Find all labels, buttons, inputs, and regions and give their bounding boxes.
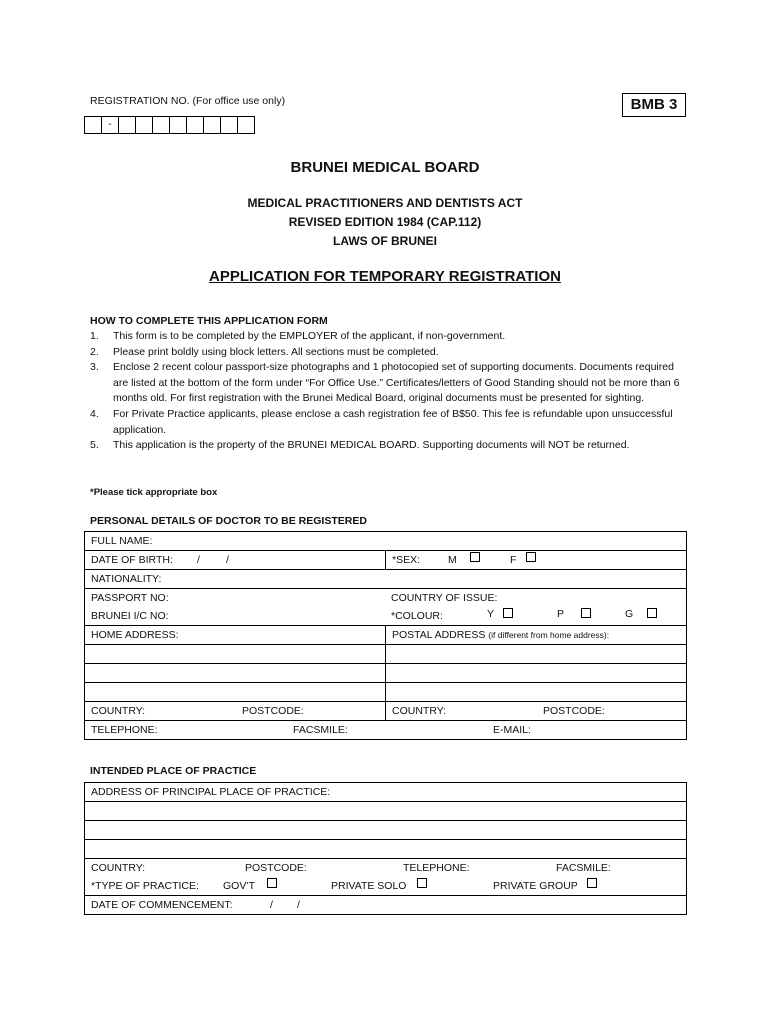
reg-box[interactable]	[170, 117, 187, 133]
practice-table	[84, 782, 687, 915]
colour-y-checkbox[interactable]	[503, 608, 513, 618]
full-name-field[interactable]: FULL NAME:	[85, 532, 687, 551]
practice-address-line[interactable]	[85, 840, 687, 859]
instruction-item: 2. Please print boldly using block letters. All sections must be completed.	[90, 345, 439, 358]
reg-box: -	[102, 117, 119, 133]
form-code-badge: BMB 3	[622, 93, 686, 117]
private-solo-checkbox[interactable]	[417, 878, 427, 888]
instruction-item: 3. Enclose 2 recent colour passport-size photographs and 1 photocopied set of supporting documents. Documents required are listed at the bottom of the form under “For Office Use.” Certificates/letters of Good Standing should not be more than 6 months old. For first registration with the Brunei Medical Board, original documents must be presented for sighting.	[90, 361, 680, 405]
reg-box[interactable]	[153, 117, 170, 133]
colour-g-checkbox[interactable]	[647, 608, 657, 618]
personal-details-heading: PERSONAL DETAILS OF DOCTOR TO BE REGISTERED	[90, 515, 367, 527]
private-group-checkbox[interactable]	[587, 878, 597, 888]
practice-address-line[interactable]	[85, 802, 687, 821]
female-checkbox[interactable]	[526, 552, 536, 562]
postal-address-line[interactable]	[386, 683, 687, 702]
personal-details-table	[84, 531, 687, 740]
reg-box[interactable]	[187, 117, 204, 133]
instructions-list	[90, 329, 680, 454]
govt-checkbox[interactable]	[267, 878, 277, 888]
home-address-line[interactable]	[85, 645, 386, 664]
reg-box[interactable]	[136, 117, 153, 133]
board-title: BRUNEI MEDICAL BOARD	[290, 159, 480, 176]
registration-label: REGISTRATION NO. (For office use only)	[90, 95, 286, 107]
reg-box[interactable]	[238, 117, 254, 133]
commencement-field[interactable]: DATE OF COMMENCEMENT: / /	[85, 896, 687, 915]
nationality-field[interactable]: NATIONALITY:	[85, 570, 687, 589]
instruction-item: 5. This application is the property of the BRUNEI MEDICAL BOARD. Supporting documents will NOT be returned.	[90, 439, 630, 452]
home-address-field[interactable]: HOME ADDRESS:	[85, 626, 386, 645]
application-title: APPLICATION FOR TEMPORARY REGISTRATION	[209, 268, 561, 285]
passport-row[interactable]: PASSPORT NO: COUNTRY OF ISSUE:	[85, 589, 687, 608]
dob-field[interactable]: DATE OF BIRTH: / /	[85, 551, 386, 570]
tick-note: *Please tick appropriate box	[90, 487, 218, 498]
instruction-item: 1. This form is to be completed by the EMPLOYER of the applicant, if non-government.	[90, 330, 506, 342]
practice-heading: INTENDED PLACE OF PRACTICE	[90, 765, 257, 777]
practice-address-line[interactable]	[85, 821, 687, 840]
instruction-item: 4. For Private Practice applicants, please enclose a cash registration fee of B$50. This fee is refundable upon unsuccessful application.	[90, 407, 673, 436]
reg-box[interactable]	[204, 117, 221, 133]
practice-address-field[interactable]: ADDRESS OF PRINCIPAL PLACE OF PRACTICE:	[85, 783, 687, 802]
home-address-line[interactable]	[85, 683, 386, 702]
registration-number-boxes[interactable]	[84, 116, 255, 134]
contact-row[interactable]: TELEPHONE: FACSMILE: E-MAIL:	[85, 721, 687, 740]
postal-address-field[interactable]: POSTAL ADDRESS (if different from home address):	[386, 626, 687, 645]
home-country-field[interactable]: COUNTRY: POSTCODE:	[85, 702, 386, 721]
sex-field: *SEX: M F	[386, 551, 687, 570]
ic-row[interactable]: BRUNEI I/C NO: *COLOUR: Y P G	[85, 607, 687, 626]
instructions-heading: HOW TO COMPLETE THIS APPLICATION FORM	[90, 315, 328, 327]
reg-box[interactable]	[85, 117, 102, 133]
reg-box[interactable]	[119, 117, 136, 133]
postal-address-line[interactable]	[386, 664, 687, 683]
reg-box[interactable]	[221, 117, 238, 133]
male-checkbox[interactable]	[470, 552, 480, 562]
home-address-line[interactable]	[85, 664, 386, 683]
practice-type-row: *TYPE OF PRACTICE: GOV’T PRIVATE SOLO PRIVATE GROUP	[85, 877, 687, 896]
colour-p-checkbox[interactable]	[581, 608, 591, 618]
act-title: MEDICAL PRACTITIONERS AND DENTISTS ACT	[247, 196, 523, 210]
practice-contact-row[interactable]: COUNTRY: POSTCODE: TELEPHONE: FACSMILE:	[85, 859, 687, 878]
laws-title: LAWS OF BRUNEI	[333, 234, 437, 248]
edition-title: REVISED EDITION 1984 (CAP.112)	[288, 215, 482, 229]
postal-country-field[interactable]: COUNTRY: POSTCODE:	[386, 702, 687, 721]
postal-address-line[interactable]	[386, 645, 687, 664]
